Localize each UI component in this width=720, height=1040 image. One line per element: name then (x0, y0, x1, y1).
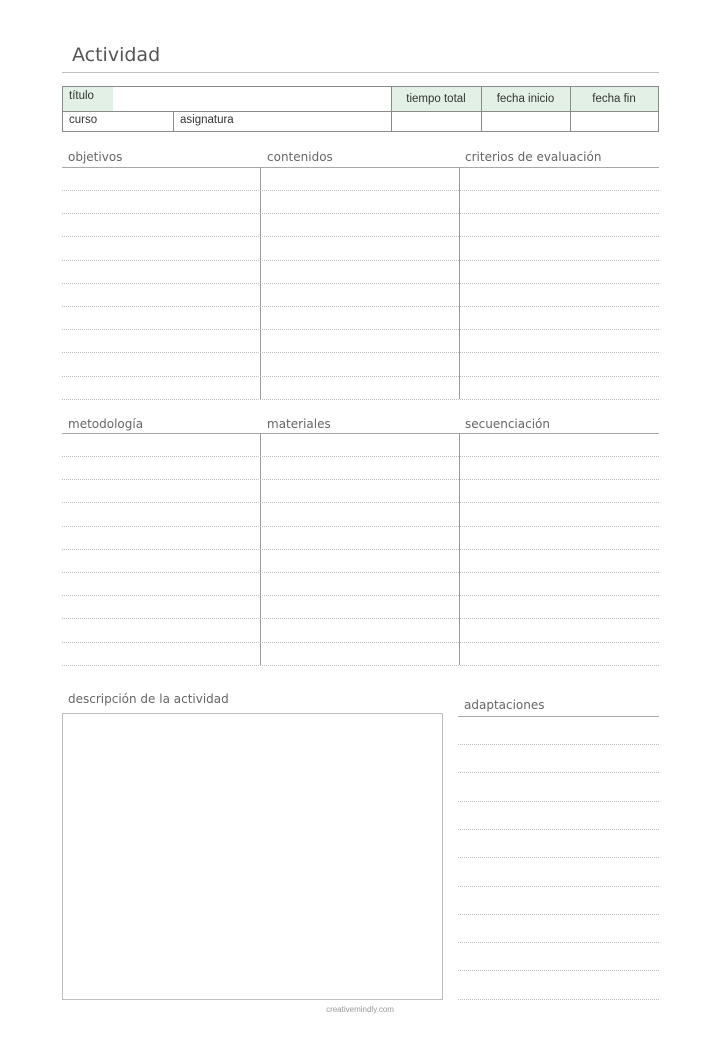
writing-line[interactable] (62, 213, 659, 214)
fecha-inicio-label: fecha inicio (481, 87, 570, 111)
writing-line[interactable] (62, 329, 659, 330)
criterios-label: criterios de evaluación (465, 150, 602, 164)
fecha-fin-field[interactable] (570, 111, 658, 131)
writing-line[interactable] (458, 801, 659, 802)
contenidos-label: contenidos (267, 150, 333, 164)
writing-line[interactable] (62, 283, 659, 284)
writing-line[interactable] (62, 595, 659, 596)
writing-line[interactable] (62, 502, 659, 503)
titulo-label: título (69, 90, 94, 102)
header-col-divider (481, 87, 482, 131)
writing-line[interactable] (458, 772, 659, 773)
writing-line[interactable] (62, 642, 659, 643)
writing-line[interactable] (458, 914, 659, 915)
curso-label: curso (69, 114, 98, 126)
writing-line[interactable] (62, 399, 659, 400)
writing-line[interactable] (62, 376, 659, 377)
asignatura-label: asignatura (180, 114, 234, 126)
descripcion-label: descripción de la actividad (68, 692, 229, 706)
writing-line[interactable] (62, 526, 659, 527)
header-row-divider (63, 111, 658, 112)
writing-line[interactable] (62, 260, 659, 261)
metodologia-label: metodología (68, 417, 144, 431)
page-title: Actividad (72, 44, 161, 66)
fecha-inicio-field[interactable] (481, 111, 570, 131)
titulo-field[interactable] (113, 87, 391, 111)
section1-rule (62, 167, 659, 168)
fecha-fin-label: fecha fin (570, 87, 658, 111)
writing-line[interactable] (62, 665, 659, 666)
writing-line[interactable] (62, 572, 659, 573)
writing-line[interactable] (62, 456, 659, 457)
writing-line[interactable] (458, 999, 659, 1000)
descripcion-box[interactable] (62, 713, 443, 1000)
writing-line[interactable] (62, 236, 659, 237)
writing-line[interactable] (62, 549, 659, 550)
writing-line[interactable] (458, 942, 659, 943)
writing-line[interactable] (62, 306, 659, 307)
header-col-divider (570, 87, 571, 131)
writing-line[interactable] (62, 479, 659, 480)
curso-divider (173, 111, 174, 131)
writing-line[interactable] (62, 190, 659, 191)
tiempo-total-label: tiempo total (391, 87, 481, 111)
writing-line[interactable] (458, 744, 659, 745)
tiempo-total-field[interactable] (391, 111, 481, 131)
header-table (62, 86, 659, 132)
adaptaciones-label: adaptaciones (464, 698, 545, 712)
writing-line[interactable] (458, 829, 659, 830)
objetivos-label: objetivos (68, 150, 123, 164)
writing-line[interactable] (62, 352, 659, 353)
title-divider (62, 72, 659, 73)
writing-line[interactable] (458, 970, 659, 971)
writing-line[interactable] (62, 618, 659, 619)
adaptaciones-rule (458, 716, 659, 717)
secuenciacion-label: secuenciación (465, 417, 550, 431)
writing-line[interactable] (458, 886, 659, 887)
writing-line[interactable] (458, 857, 659, 858)
header-col-divider (391, 87, 392, 131)
footer-credit: creativemindly.com (326, 1005, 394, 1014)
materiales-label: materiales (267, 417, 331, 431)
section2-rule (62, 433, 659, 434)
